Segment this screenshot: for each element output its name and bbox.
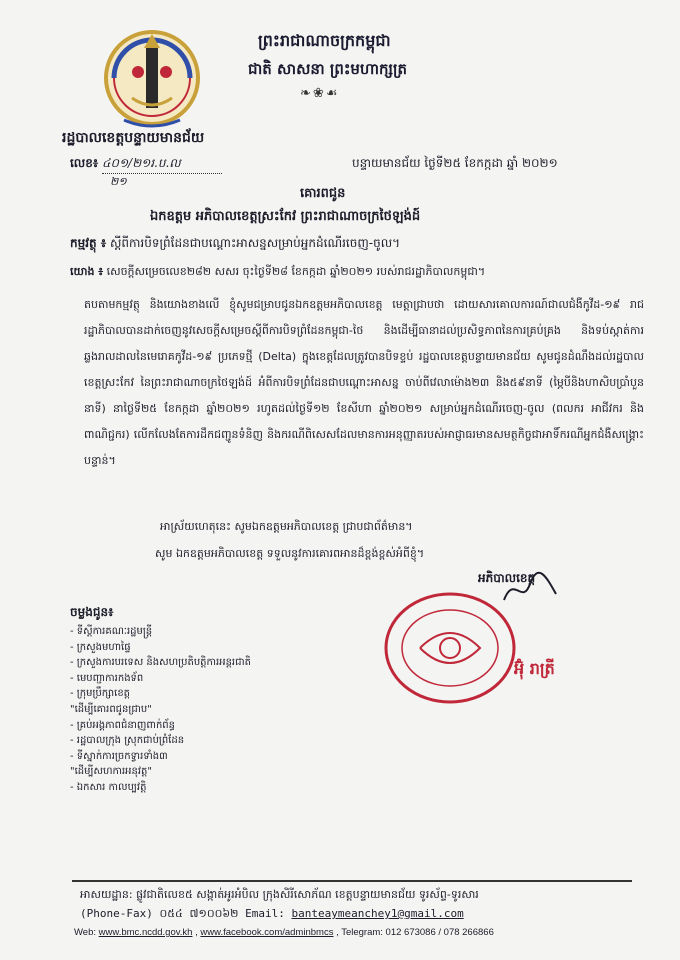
facebook-link[interactable]: www.facebook.com/adminbmcs [200, 927, 334, 938]
kingdom-title: ព្រះរាជាណាចក្រកម្ពុជា [258, 31, 391, 50]
recipient-item: - ឯកសារ កាលប្បវត្តិ [70, 781, 147, 793]
reference-sub: ២១ [110, 175, 127, 188]
national-motto: ជាតិ សាសនា ព្រះមហាក្សត្រ [248, 60, 407, 78]
emblem-logo [100, 28, 204, 138]
recipient-item: "ដើម្បីគោរពជូនជ្រាប" [70, 703, 152, 715]
phone-label: (Phone-Fax) [80, 907, 153, 920]
recipient-item: - ក្រសួងការបរទេស និងសហប្រតិបត្តិការអន្តរជាតិ [70, 657, 251, 669]
recipient-item: - ទីស្នាក់ការច្រកទ្វារទាំង៣ [70, 750, 168, 762]
footer-divider [72, 880, 632, 882]
issuing-authority: រដ្ឋបាលខេត្តបន្ទាយមានជ័យ [62, 130, 205, 146]
subject-line [70, 235, 400, 253]
salutation-heading: គោរពជូន [300, 186, 346, 201]
recipient-item: - ក្រសួងមហាផ្ទៃ [70, 641, 131, 653]
footer-address: អាសយដ្ឋាន: ផ្លូវជាតិលេខ៥ សង្កាត់អូរអំបិល ក្រុងសិរីសោភ័ណ ខេត្តបន្ទាយមានជ័យ ទូរស័ព្ទ-ទូរសារ [80, 888, 479, 901]
reference-value: ៤០១/២១រ.ប.ល [102, 155, 222, 174]
letter-body: តបតាមកម្មវត្ថុ និងយោងខាងលើ ខ្ញុំសូមជម្រាបជូនឯកឧត្តមអភិបាលខេត្ត មេត្តាជ្រាបថា ដោយសារគោលការណ៍ជាលជំងឺកូវីដ-១៩ រាជរដ្ឋាភិបាលបានដាក់ចេញនូវសេចក្ដីសម្រេចស្ដីពីការបិទព្រំដែនកម្ពុជា-ថៃ និងដើម្បីធានាដល់ប្រសិទ្ធភាពនៃការគ្រប់គ្រង និងទប់ស្កាត់ការឆ្លងរាលដាលនៃមេរោគកូវីដ-១៩ ប្រភេទថ្មី (Delta) ក្នុងខេត្តដែលត្រូវបានបិទខ្ទប់ រដ្ឋបាលខេត្តបន្ទាយមានជ័យ សូមជូនដំណឹងដល់រដ្ឋបាលខេត្តស្រះកែវ នៃព្រះរាជាណាចក្រថៃឡង់ដ៍ អំពីការបិទព្រំដែនជាបណ្ដោះអាសន្ន ចាប់ពីវេលាម៉ោង២៣ និង៥៩នាទី (ម្ភៃបីនិងហាសិបប្រាំបួននាទី) នាថ្ងៃទី២៥ ខែកក្កដា ឆ្នាំ២០២១ រហូតដល់ថ្ងៃទី១២ ខែសីហា ឆ្នាំ២០២១ សម្រាប់អ្នកដំណើរចេញ-ចូល (ពលករ អាជីវករ និងពាណិជ្ជករ) លើកលែងតែការដឹកជញ្ជូនទំនិញ និងករណីពិសេសដែលមានការអនុញ្ញាតរបស់អាជ្ញាធរមានសមត្ថកិច្ចជាអាទិ៍ករណីអ្នកជំងឺសង្គ្រោះបន្ទាន់។ [84, 298, 644, 467]
official-seal [380, 588, 520, 708]
recipient-item: - រដ្ឋបាលក្រុង ស្រុកជាប់ព្រំដែន [70, 735, 185, 747]
web-label: Web: [74, 927, 97, 938]
copy-to-title: ចម្លងជូន៖ [70, 605, 114, 619]
subject-text: ស្ដីពីការបិទព្រំដែនជាបណ្ដោះអាសន្នសម្រាប់អ្នកដំណើរចេញ-ចូល។ [109, 236, 401, 250]
signatory-name: អ៊ុំ រាត្រី [514, 659, 555, 678]
addressee-heading: ឯកឧត្តម អភិបាលខេត្តស្រះកែវ ព្រះរាជាណាចក្រថៃឡង់ដ៍ [150, 209, 421, 224]
recipient-item: - គ្រប់អង្គភាពជំនាញពាក់ព័ន្ធ [70, 719, 175, 731]
recipient-item: - ក្រុមប្រឹក្សាខេត្ត [70, 688, 131, 700]
footer-web: Web: www.bmc.ncdd.gov.kh , www.facebook.com/adminbmcs , Telegram: 012 673086 / 078 266866 [74, 927, 494, 938]
email-label: Email: [245, 907, 285, 920]
recipient-item: "ដើម្បីសហការអនុវត្ត" [70, 766, 153, 778]
date-line: បន្ទាយមានជ័យ ថ្ងៃទី២៥ ខែកក្កដា ឆ្នាំ ២០២១ [352, 156, 558, 170]
recipient-item: - មេបញ្ជាការកងទ័ព [70, 672, 144, 684]
email-link[interactable]: banteaymeanchey1@gmail.com [291, 907, 464, 920]
signature-mark [500, 570, 560, 610]
reference-doc-text: សេចក្ដីសម្រេចលេខ២៨២ សសរ ចុះថ្ងៃទី២៨ ខែកក្កដា ឆ្នាំ២០២១ របស់រាជរដ្ឋាភិបាលកម្ពុជា។ [106, 265, 486, 278]
reference-doc-line [70, 265, 485, 281]
reference-number [70, 155, 222, 174]
recipient-list [70, 624, 251, 796]
subject-label: កម្មវត្ថុ ៖ [70, 236, 107, 250]
recipient-item: - ទីស្ដីការគណៈរដ្ឋមន្ត្រី [70, 626, 153, 637]
motto-ornament: ❧❀☙ [300, 86, 340, 101]
closing-line-2: សូម ឯកឧត្តមអភិបាលខេត្ត ទទួលនូវការគោរពអានដ៏ខ្ពង់ខ្ពស់អំពីខ្ញុំ។ [155, 547, 425, 560]
website-link[interactable]: www.bmc.ncdd.gov.kh [98, 927, 193, 938]
reference-doc-label: យោង ៖ [70, 265, 104, 278]
phone-number: ០៥៤ ៧១០០៦២ [159, 907, 239, 920]
closing-line-1: អាស្រ័យហេតុនេះ សូមឯកឧត្តមអភិបាលខេត្ត ជ្រាបជាព័ត៌មាន។ [160, 520, 413, 533]
telegram-contact: Telegram: 012 673086 / 078 266866 [341, 927, 494, 938]
footer-contact [80, 907, 464, 923]
signatory-title: អភិបាលខេត្ត [478, 571, 536, 585]
reference-label: លេខ៖ [70, 156, 99, 170]
